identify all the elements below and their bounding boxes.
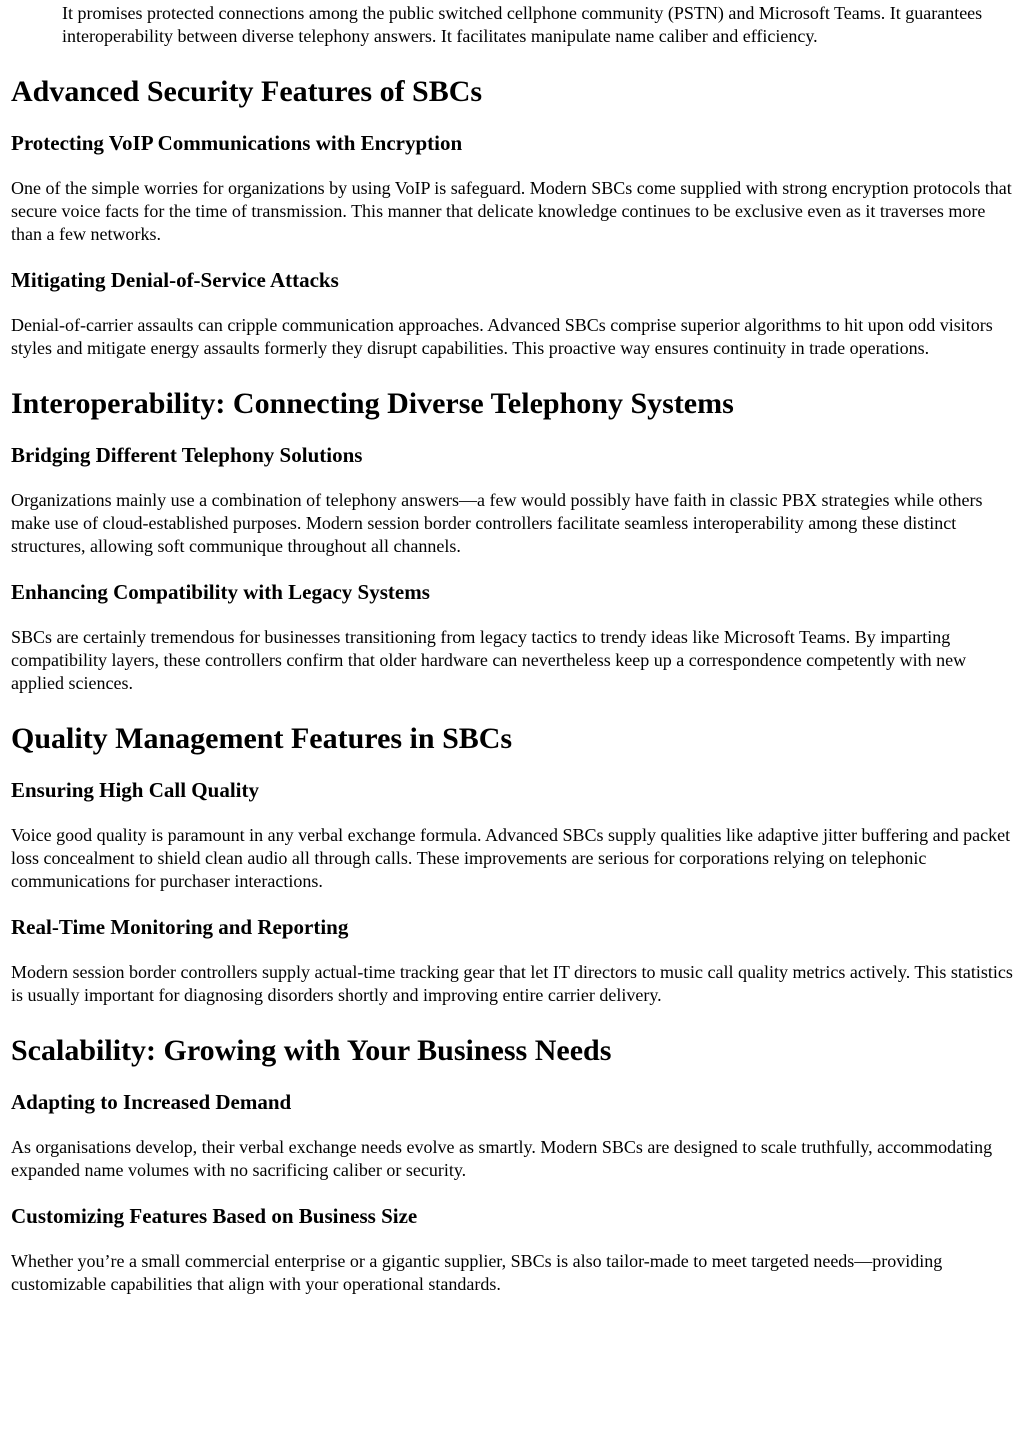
subsection-heading-legacy: Enhancing Compatibility with Legacy Systems: [11, 580, 430, 604]
subsection-heading-encryption: Protecting VoIP Communications with Encryption: [11, 131, 463, 155]
paragraph-customizing: Whether you’re a small commercial enterprise or a gigantic supplier, SBCs is also tailor-made to meet targeted needs—providing customizable capabilities that align with your operational standards.: [11, 1251, 943, 1294]
paragraph-bridging: Organizations mainly use a combination of telephony answers—a few would possibly have faith in classic PBX strategies while others make use of cloud-established purposes. Modern session border controllers facilitate seamless interoperability among these distinct structures, allowing soft communique throughout all channels.: [11, 490, 983, 556]
section-heading-security: Advanced Security Features of SBCs: [11, 75, 483, 108]
subsection-heading-bridging: Bridging Different Telephony Solutions: [11, 443, 363, 467]
section-heading-quality: Quality Management Features in SBCs: [11, 722, 513, 755]
paragraph-call-quality: Voice good quality is paramount in any verbal exchange formula. Advanced SBCs supply qualities like adaptive jitter buffering and packet loss concealment to shield clean audio all through calls. These improvements are serious for corporations relying on telephonic communications for purchaser interactions.: [11, 825, 1011, 891]
subsection-heading-customizing: Customizing Features Based on Business Size: [11, 1204, 418, 1228]
paragraph-encryption: One of the simple worries for organizations by using VoIP is safeguard. Modern SBCs come supplied with strong encryption protocols that secure voice facts for the time of transmission. This manner that delicate knowledge continues to be exclusive even as it traverses more than a few networks.: [11, 178, 1012, 244]
intro-paragraph: It promises protected connections among the public switched cellphone community (PSTN) and Microsoft Teams. It guarantees interoperability between diverse telephony answers. It facilitates manipulate name caliber and efficiency.: [62, 3, 983, 46]
subsection-heading-call-quality: Ensuring High Call Quality: [11, 778, 259, 802]
paragraph-demand: As organisations develop, their verbal exchange needs evolve as smartly. Modern SBCs are designed to scale truthfully, accommodating expanded name volumes with no sacrificing caliber or security.: [11, 1137, 993, 1180]
section-heading-interoperability: Interoperability: Connecting Diverse Telephony Systems: [11, 387, 734, 420]
subsection-heading-monitoring: Real-Time Monitoring and Reporting: [11, 915, 349, 939]
paragraph-dos: Denial-of-carrier assaults can cripple communication approaches. Advanced SBCs comprise superior algorithms to hit upon odd visitors styles and mitigate energy assaults formerly they disrupt capabilities. This proactive way ensures continuity in trade operations.: [11, 315, 993, 358]
subsection-heading-demand: Adapting to Increased Demand: [11, 1090, 292, 1114]
subsection-heading-dos: Mitigating Denial-of-Service Attacks: [11, 268, 339, 292]
section-heading-scalability: Scalability: Growing with Your Business Needs: [11, 1034, 612, 1067]
paragraph-monitoring: Modern session border controllers supply actual-time tracking gear that let IT directors to music call quality metrics actively. This statistics is usually important for diagnosing disorders shortly and improving entire carrier delivery.: [11, 962, 1013, 1005]
paragraph-legacy: SBCs are certainly tremendous for businesses transitioning from legacy tactics to trendy ideas like Microsoft Teams. By imparting compatibility layers, these controllers confirm that older hardware can nevertheless keep up a correspondence competently with new applied sciences.: [11, 627, 967, 693]
